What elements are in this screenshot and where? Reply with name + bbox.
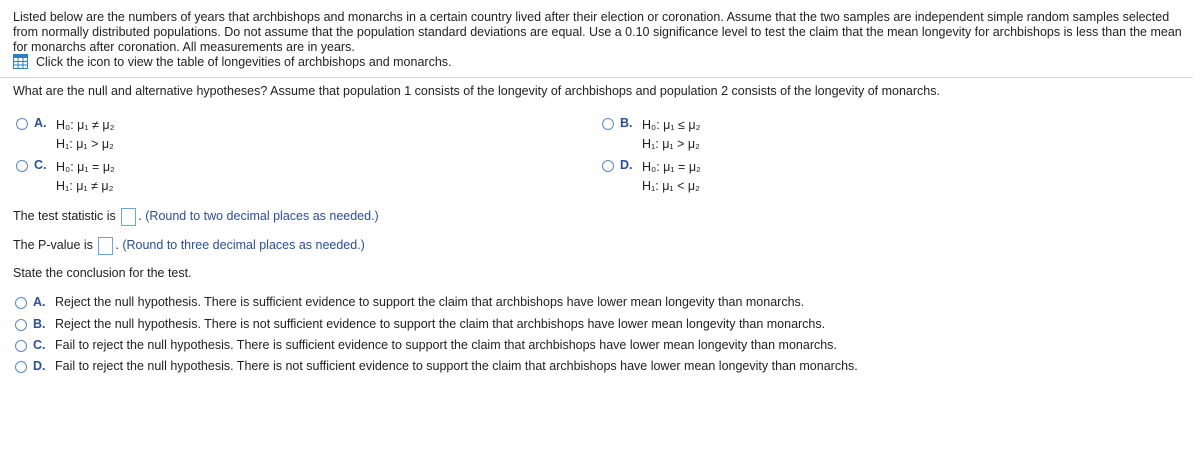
conclusion-text: Reject the null hypothesis. There is sufficient evidence to support the claim that archbishops have lower mean longevity than monarchs. bbox=[55, 295, 805, 309]
radio-empty-icon[interactable] bbox=[602, 160, 614, 172]
conclusion-option-c[interactable] bbox=[15, 338, 837, 352]
radio-empty-icon[interactable] bbox=[15, 340, 27, 352]
alternative-hypothesis: H₁: μ₁ < μ₂ bbox=[642, 179, 700, 193]
alternative-hypothesis: H₁: μ₁ ≠ μ₂ bbox=[56, 179, 114, 193]
p-value-label: The P-value is bbox=[13, 238, 93, 252]
hypothesis-option-d[interactable] bbox=[602, 158, 701, 196]
p-value-row: The P-value is . (Round to three decimal places as needed.) bbox=[13, 236, 365, 255]
option-letter: A. bbox=[34, 116, 47, 130]
table-link-text: Click the icon to view the table of longevities of archbishops and monarchs. bbox=[36, 54, 452, 69]
table-link[interactable] bbox=[13, 54, 452, 69]
hypotheses-question: What are the null and alternative hypotheses? Assume that population 1 consists of the longevity of archbishops and population 2 consists of the longevity of monarchs. bbox=[13, 84, 940, 98]
conclusion-option-b[interactable] bbox=[15, 317, 825, 331]
conclusion-text: Reject the null hypothesis. There is not sufficient evidence to support the claim that archbishops have lower mean longevity than monarchs. bbox=[55, 317, 826, 331]
null-hypothesis: H₀: μ₁ ≠ μ₂ bbox=[56, 118, 115, 132]
test-statistic-input[interactable] bbox=[121, 208, 136, 226]
alternative-hypothesis: H₁: μ₁ > μ₂ bbox=[56, 137, 114, 151]
radio-empty-icon[interactable] bbox=[602, 118, 614, 130]
radio-empty-icon[interactable] bbox=[15, 319, 27, 331]
null-hypothesis: H₀: μ₁ ≤ μ₂ bbox=[642, 118, 701, 132]
option-letter: D. bbox=[620, 158, 633, 172]
option-letter: B. bbox=[620, 116, 633, 130]
table-grid-icon[interactable] bbox=[13, 54, 28, 69]
radio-empty-icon[interactable] bbox=[16, 118, 28, 130]
test-statistic-hint: (Round to two decimal places as needed.) bbox=[145, 209, 379, 223]
conclusion-text: Fail to reject the null hypothesis. There is sufficient evidence to support the claim that archbishops have lower mean longevity than monarchs. bbox=[55, 338, 837, 352]
test-statistic-label: The test statistic is bbox=[13, 209, 116, 223]
null-hypothesis: H₀: μ₁ = μ₂ bbox=[56, 160, 115, 174]
p-value-input[interactable] bbox=[98, 237, 113, 255]
divider bbox=[0, 77, 1193, 78]
hypothesis-option-c[interactable] bbox=[16, 158, 115, 196]
option-letter: D. bbox=[33, 359, 46, 373]
hypothesis-option-b[interactable] bbox=[602, 116, 700, 154]
problem-intro: Listed below are the numbers of years that archbishops and monarchs in a certain country lived after their election or coronation. Assume that the two samples are independent simple random samples selected from normally distributed populations. Do not assume that the population standard deviations are equal. Use a 0.10 significance level to test the claim that the mean longevity for archbishops is less than the mean for monarchs after coronation. All measurements are in years. bbox=[13, 10, 1182, 54]
conclusion-text: Fail to reject the null hypothesis. There is not sufficient evidence to support the claim that archbishops have lower mean longevity than monarchs. bbox=[55, 359, 858, 373]
radio-empty-icon[interactable] bbox=[15, 361, 27, 373]
option-letter: B. bbox=[33, 317, 46, 331]
conclusion-option-d[interactable] bbox=[15, 359, 858, 373]
radio-empty-icon[interactable] bbox=[16, 160, 28, 172]
option-letter: A. bbox=[33, 295, 46, 309]
option-letter: C. bbox=[33, 338, 46, 352]
test-statistic-row: The test statistic is . (Round to two decimal places as needed.) bbox=[13, 207, 379, 226]
conclusion-prompt: State the conclusion for the test. bbox=[13, 266, 192, 280]
conclusion-option-a[interactable] bbox=[15, 295, 804, 309]
option-letter: C. bbox=[34, 158, 47, 172]
hypothesis-option-a[interactable] bbox=[16, 116, 114, 154]
alternative-hypothesis: H₁: μ₁ > μ₂ bbox=[642, 137, 700, 151]
p-value-hint: (Round to three decimal places as needed.) bbox=[122, 238, 365, 252]
null-hypothesis: H₀: μ₁ = μ₂ bbox=[642, 160, 701, 174]
radio-empty-icon[interactable] bbox=[15, 297, 27, 309]
